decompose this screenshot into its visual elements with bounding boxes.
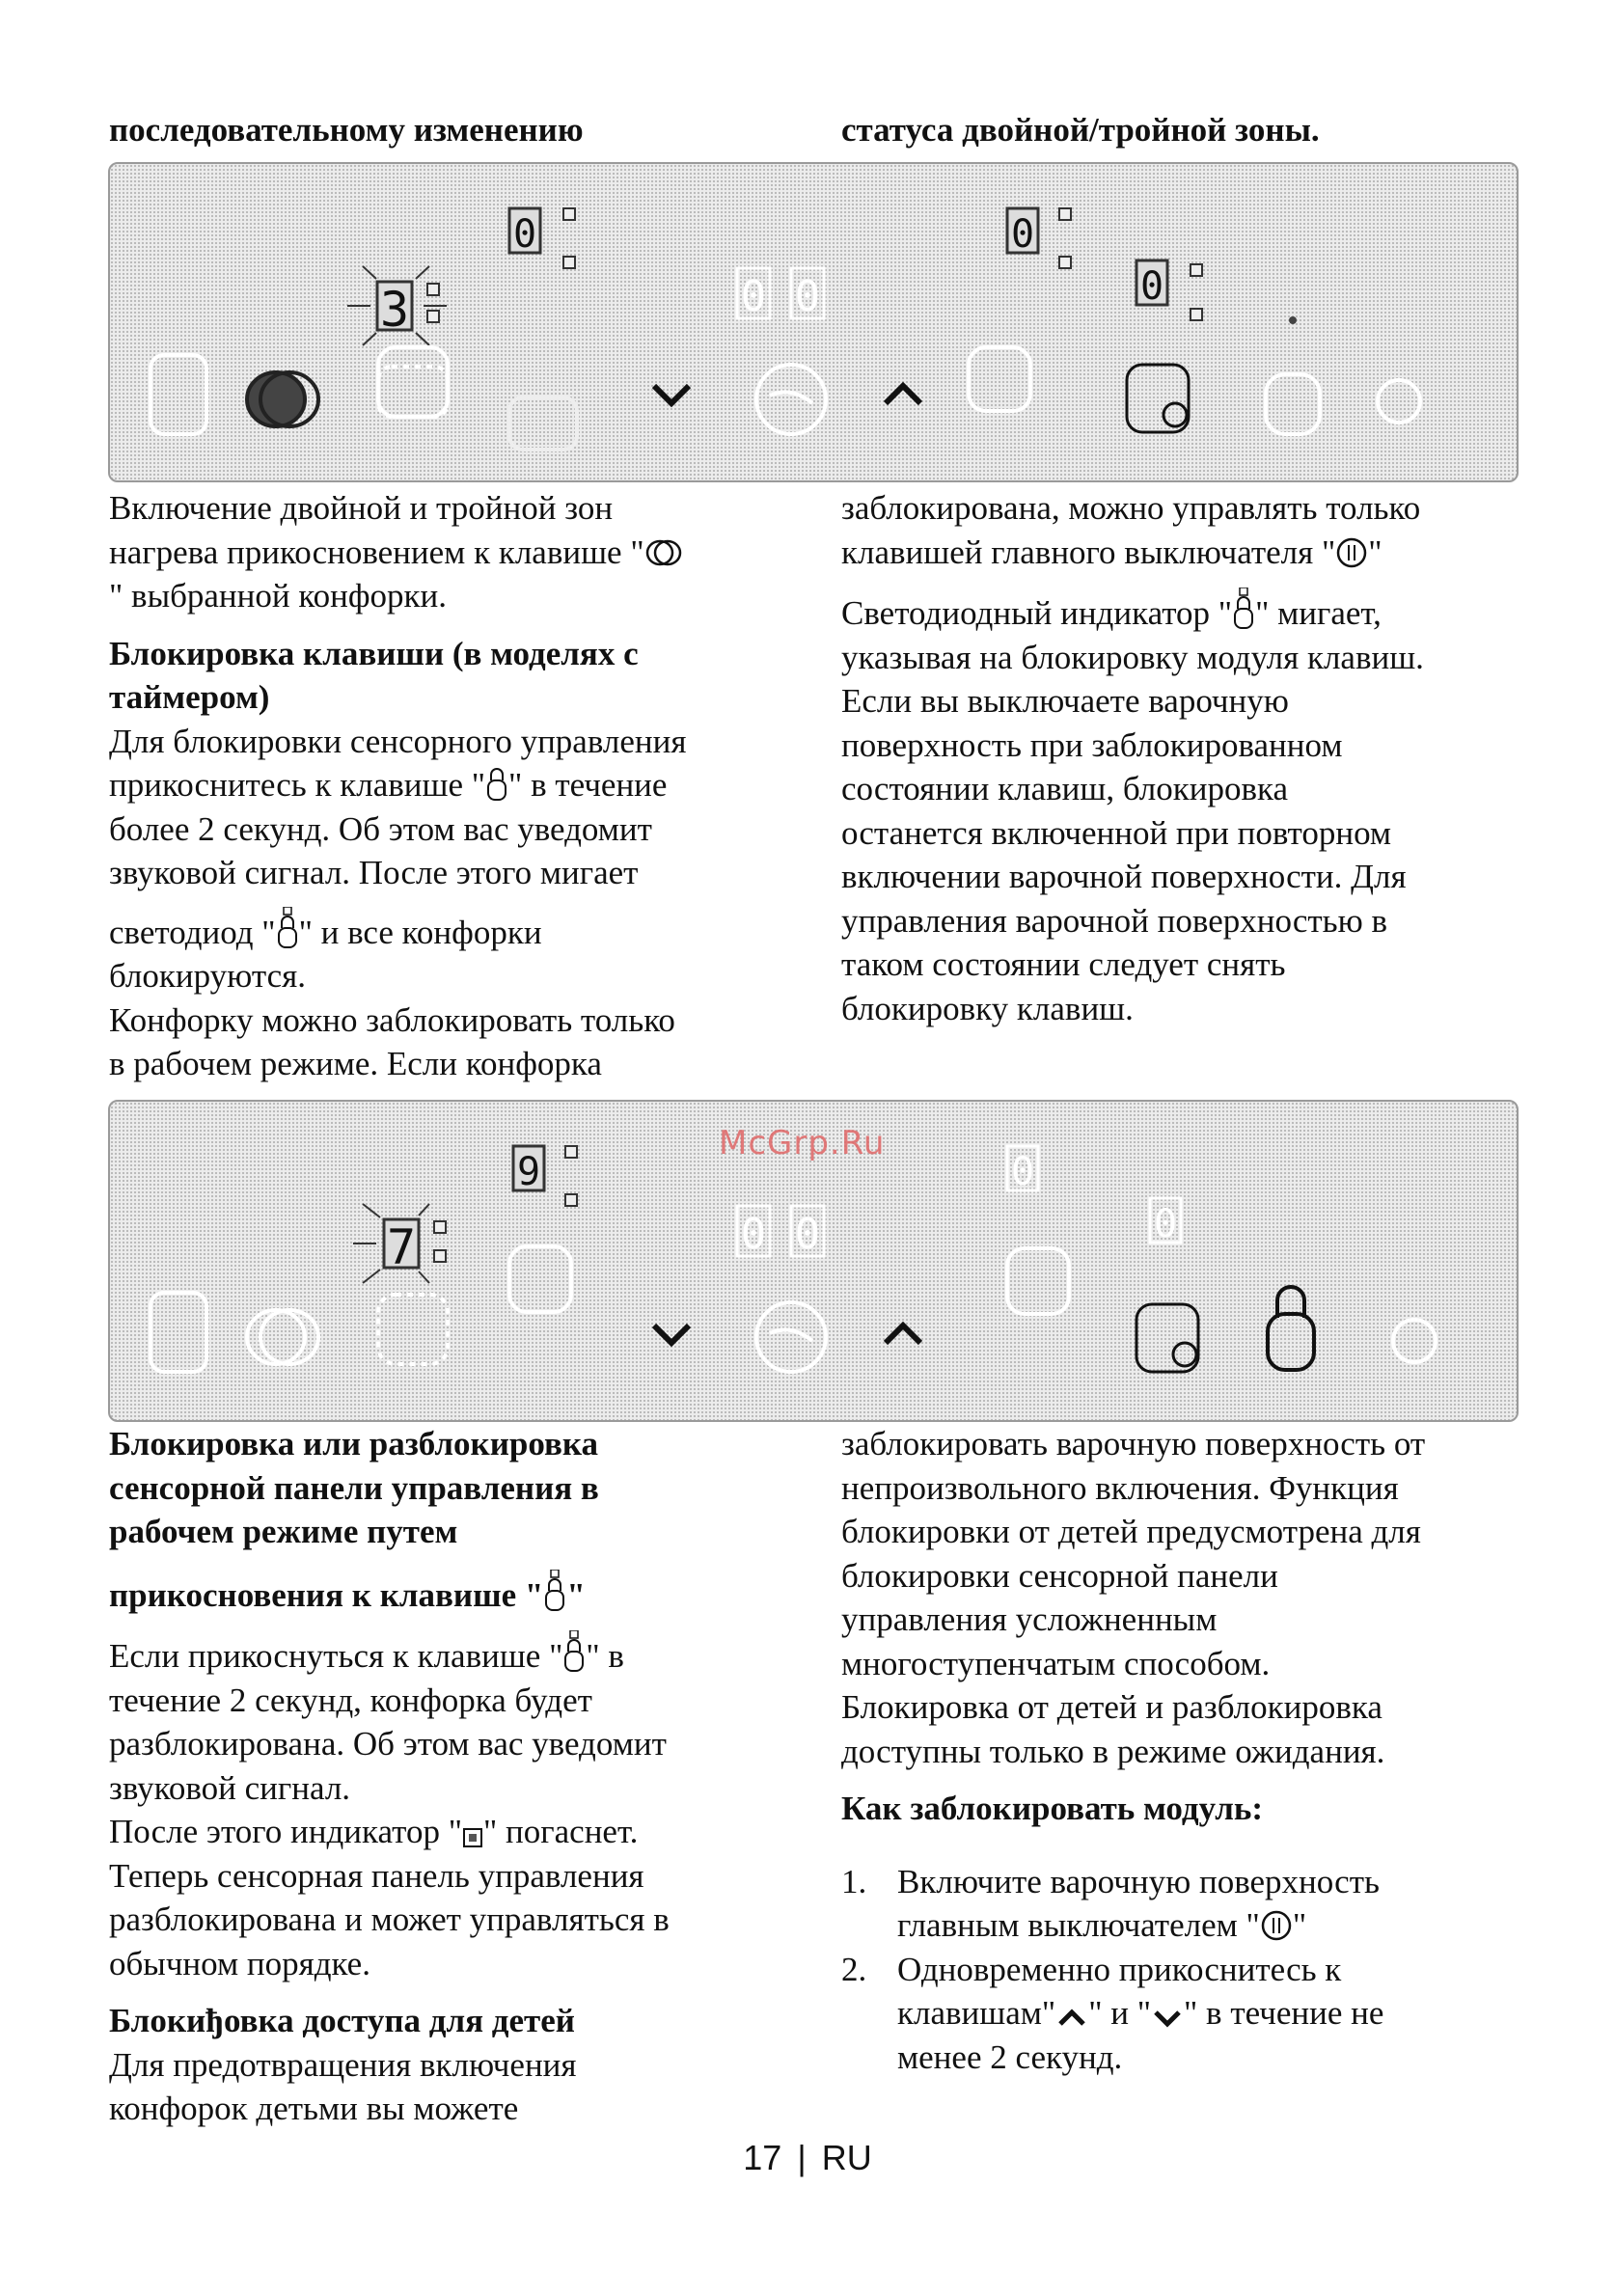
list-item — [841, 1948, 1517, 2080]
timer-digit-b: 0 — [794, 1210, 821, 1259]
text-line: главным выключателем " — [897, 1906, 1260, 1944]
text-line: " мигает, — [1255, 594, 1382, 632]
text-line: Теперь сенсорная панель управления — [109, 1856, 644, 1895]
text-line: прикоснитесь к клавише " — [109, 766, 486, 804]
text-line: блокировки сенсорной панели — [841, 1556, 1278, 1595]
section-heading: Как заблокировать модуль: — [841, 1790, 1264, 1827]
text-line: После этого индикатор " — [109, 1813, 462, 1850]
right-zone-digit: 0 — [1139, 264, 1164, 309]
instruction-list — [841, 1860, 1517, 2080]
section-heading: сенсорной панели управления в — [109, 1468, 599, 1507]
right-column-2 — [841, 1422, 1517, 2079]
text-line: нагрева прикосновением к клавише " — [109, 533, 644, 571]
text-line: клавишей главного выключателя " — [841, 533, 1336, 571]
right-zone-digit: 0 — [1153, 1202, 1178, 1246]
text-line: таком состоянии следует снять — [841, 945, 1286, 983]
text-line: " — [1368, 533, 1382, 571]
text-line: заблокировать варочную поверхность от — [841, 1425, 1426, 1462]
text-line: разблокирована и может управляться в — [109, 1900, 670, 1938]
text-line: " в течение не — [1184, 1994, 1384, 2032]
text-line: " в — [586, 1637, 624, 1675]
control-panel-diagram-1 — [108, 162, 1519, 482]
text-line: Блокировка от детей и разблокировка — [841, 1688, 1382, 1726]
text-line: более 2 секунд. Об этом вас уведомит — [109, 809, 652, 848]
text-line: Светодиодный индикатор " — [841, 594, 1233, 632]
control-panel-1-drawing — [110, 164, 1517, 480]
left-zone-digit: 3 — [379, 282, 410, 338]
text-line: включении варочной поверхности. Для — [841, 858, 1407, 895]
text-line: " в течение — [508, 766, 668, 804]
left-column-1 — [109, 486, 784, 1086]
header-right: статуса двойной/тройной зоны. — [841, 111, 1320, 149]
text-line: " погаснет. — [483, 1813, 639, 1850]
led-indicator-icon — [462, 1827, 483, 1848]
lock-icon — [485, 765, 508, 802]
text-line: Одновременно прикоснитесь к — [897, 1950, 1342, 1988]
lock-led-icon — [562, 1630, 586, 1673]
text-line: " — [1292, 1906, 1307, 1944]
text-line: доступны только в режиме ожидания. — [841, 1732, 1385, 1770]
text-line: Если прикоснуться к клавише " — [109, 1637, 563, 1675]
timer-digit-b: 0 — [794, 272, 821, 321]
text-line: звуковой сигнал. — [109, 1768, 351, 1807]
lock-led-icon — [1232, 588, 1255, 630]
text-line: " и " — [1088, 1994, 1151, 2032]
text-line: клавишам" — [897, 1994, 1056, 2032]
section-heading: рабочем режиме путем — [109, 1513, 458, 1550]
timer-digit-a: 0 — [740, 272, 767, 321]
text-line: в рабочем режиме. Если конфорка — [109, 1045, 602, 1082]
text-line: заблокирована, можно управлять только — [841, 489, 1421, 527]
text-line: конфорок детьми вы можете — [109, 2090, 519, 2127]
left-column-2 — [109, 1422, 804, 2131]
text-line: течение 2 секунд, конфорка будет — [109, 1681, 592, 1719]
dual-zone-icon — [644, 536, 683, 569]
text-line: " выбранной конфорки. — [109, 577, 447, 615]
right-column-1 — [841, 486, 1517, 1030]
text-line: разблокирована. Об этом вас уведомит — [109, 1725, 667, 1763]
text-line: управления усложненным — [841, 1600, 1218, 1638]
section-heading: Блокировка клавиши (в моделях с — [109, 634, 639, 672]
text-line: " и все конфорки — [298, 913, 542, 951]
lock-led-icon — [543, 1570, 566, 1612]
top-left-zone-digit: 9 — [516, 1150, 541, 1194]
text-line: Включение двойной и тройной зон — [109, 489, 614, 527]
footer-separator: | — [797, 2138, 807, 2177]
text-line: многоступенчатым способом. — [841, 1644, 1271, 1682]
top-left-zone-digit: 0 — [512, 212, 537, 257]
text-line: Для блокировки сенсорного управления — [109, 722, 687, 760]
top-right-zone-digit: 0 — [1010, 212, 1035, 257]
section-heading: " — [566, 1575, 586, 1614]
page-number: 17 — [743, 2138, 782, 2177]
text-line: светодиод " — [109, 913, 276, 951]
text-line: останется включенной при повторном — [841, 813, 1392, 852]
timer-digit-a: 0 — [740, 1210, 767, 1259]
header-left: последовательному изменению — [109, 111, 584, 149]
power-icon — [1260, 1909, 1293, 1942]
list-number: 1. — [841, 1862, 867, 1900]
text-line: блокируются. — [109, 957, 306, 995]
text-line: управления варочной поверхностью в — [841, 901, 1388, 940]
text-line: Если вы выключаете варочную — [841, 682, 1289, 720]
text-line: блокировки от детей предусмотрена для — [841, 1513, 1421, 1550]
text-line: Включите варочную поверхность — [897, 1862, 1380, 1900]
chevron-down-icon — [1151, 2007, 1184, 2030]
text-line: блокировку клавиш. — [841, 989, 1134, 1027]
watermark: McGrp.Ru — [719, 1124, 886, 1162]
text-line: указывая на блокировку модуля клавиш. — [841, 638, 1424, 676]
text-line: состоянии клавиш, блокировка — [841, 770, 1289, 807]
text-line: Для предотвращения включения — [109, 2045, 577, 2084]
top-right-zone-digit: 0 — [1010, 1150, 1035, 1194]
text-line: менее 2 секунд. — [897, 2037, 1123, 2076]
text-line: непроизвольного включения. Функция — [841, 1468, 1399, 1507]
left-zone-digit: 7 — [386, 1219, 417, 1275]
list-item — [841, 1860, 1517, 1948]
zone-key-left — [151, 355, 206, 434]
section-heading: прикосновения к клавише " — [109, 1575, 544, 1614]
text-line: Конфорку можно заблокировать только — [109, 1000, 675, 1039]
section-heading: таймером) — [109, 678, 270, 716]
power-icon — [1335, 536, 1368, 569]
text-line: обычном порядке. — [109, 1944, 370, 1982]
text-line: поверхность при заблокированном — [841, 725, 1343, 764]
language-code: RU — [821, 2138, 872, 2177]
lock-led-icon — [276, 907, 299, 949]
list-number: 2. — [841, 1950, 867, 1988]
section-heading: Блокировка или разблокировка — [109, 1425, 599, 1462]
page-footer — [0, 2138, 1615, 2178]
text-line: звуковой сигнал. После этого мигает — [109, 854, 639, 891]
section-heading: Блокиђовка доступа для детей — [109, 2002, 575, 2039]
chevron-up-icon — [1055, 2007, 1088, 2030]
